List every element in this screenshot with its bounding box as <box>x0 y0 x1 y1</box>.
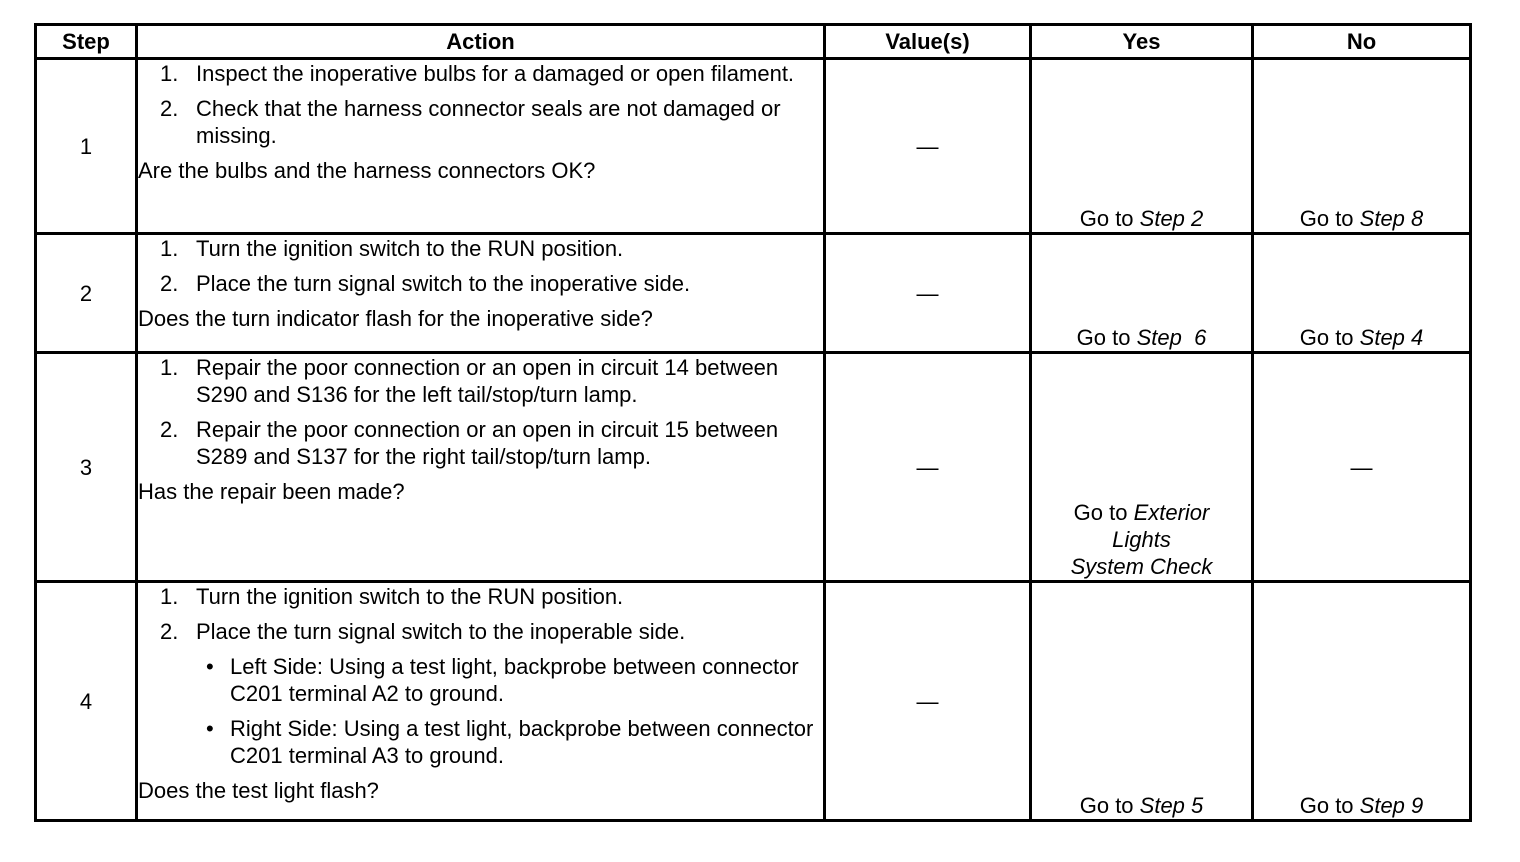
action-list <box>138 583 823 769</box>
value-cell: — <box>825 234 1031 353</box>
no-cell <box>1253 234 1471 353</box>
item-number: 2. <box>160 417 179 442</box>
yes-target-link[interactable]: Step 6 <box>1136 325 1207 350</box>
yes-prefix: Go to <box>1079 206 1140 231</box>
item-text: Repair the poor connection or an open in circuit 14 between S290 and S136 for the left tail/stop/turn lamp. <box>196 355 779 407</box>
item-number: 2. <box>160 619 179 644</box>
yes-target-link[interactable]: Lights <box>1112 527 1171 552</box>
yes-target-link[interactable]: Step 5 <box>1139 793 1204 818</box>
bullet-item <box>196 715 823 769</box>
yes-prefix: Go to <box>1073 500 1134 525</box>
value-cell: — <box>825 59 1031 234</box>
item-number: 1. <box>160 355 179 380</box>
action-item <box>138 95 823 149</box>
bullet-list <box>196 653 823 769</box>
action-item <box>138 354 823 408</box>
no-target-link[interactable]: Step 4 <box>1359 325 1424 350</box>
yes-prefix: Go to <box>1076 325 1137 350</box>
action-cell <box>137 353 825 582</box>
step-number: 3 <box>36 353 137 582</box>
item-number: 1. <box>160 236 179 261</box>
yes-cell <box>1031 234 1253 353</box>
step-number: 4 <box>36 582 137 821</box>
item-number: 1. <box>160 61 179 86</box>
yes-cell <box>1031 353 1253 582</box>
item-text: Repair the poor connection or an open in circuit 15 between S289 and S137 for the right tail/stop/turn lamp. <box>196 417 779 469</box>
no-target-link[interactable]: Step 8 <box>1359 206 1424 231</box>
item-text: Place the turn signal switch to the inoperative side. <box>196 271 691 296</box>
yes-prefix: Go to <box>1079 793 1140 818</box>
action-cell <box>137 582 825 821</box>
no-prefix: Go to <box>1299 206 1360 231</box>
header-row <box>36 25 1471 59</box>
item-number: 2. <box>160 271 179 296</box>
action-list <box>138 235 823 297</box>
action-cell <box>137 234 825 353</box>
action-item <box>138 235 823 262</box>
item-text: Turn the ignition switch to the RUN position. <box>196 236 624 261</box>
table-row-step-2 <box>36 234 1471 353</box>
bullet-item <box>196 653 823 707</box>
header-step: Step <box>36 25 137 59</box>
action-question: Does the turn indicator flash for the inoperative side? <box>138 306 653 331</box>
no-prefix: Go to <box>1299 793 1360 818</box>
header-yes: Yes <box>1031 25 1253 59</box>
step-number: 1 <box>36 59 137 234</box>
yes-cell <box>1031 59 1253 234</box>
yes-target-link[interactable]: Step 2 <box>1139 206 1204 231</box>
no-cell <box>1253 582 1471 821</box>
action-item <box>138 270 823 297</box>
table-row-step-4 <box>36 582 1471 821</box>
item-number: 2. <box>160 96 179 121</box>
action-question: Has the repair been made? <box>138 479 405 504</box>
value-cell: — <box>825 582 1031 821</box>
bullet-glyph: • <box>206 716 214 741</box>
item-text: Place the turn signal switch to the inoperable side. <box>196 619 686 644</box>
action-question: Are the bulbs and the harness connectors OK? <box>138 158 596 183</box>
action-cell <box>137 59 825 234</box>
no-prefix: Go to <box>1299 325 1360 350</box>
action-list <box>138 60 823 149</box>
no-cell: — <box>1253 353 1471 582</box>
yes-target-link[interactable]: System Check <box>1070 554 1213 579</box>
table-row-step-1 <box>36 59 1471 234</box>
item-number: 1. <box>160 584 179 609</box>
header-values: Value(s) <box>825 25 1031 59</box>
diagnostic-table <box>34 23 1472 822</box>
bullet-glyph: • <box>206 654 214 679</box>
yes-cell <box>1031 582 1253 821</box>
action-item <box>138 583 823 610</box>
step-number: 2 <box>36 234 137 353</box>
no-cell <box>1253 59 1471 234</box>
value-cell: — <box>825 353 1031 582</box>
yes-target-link[interactable]: Exterior <box>1133 500 1210 525</box>
item-text: Check that the harness connector seals are not damaged or missing. <box>196 96 781 148</box>
action-question: Does the test light flash? <box>138 778 379 803</box>
table-row-step-3 <box>36 353 1471 582</box>
bullet-text: Left Side: Using a test light, backprobe between connector C201 terminal A2 to ground. <box>230 654 799 706</box>
action-item <box>138 618 823 769</box>
item-text: Turn the ignition switch to the RUN position. <box>196 584 624 609</box>
header-action: Action <box>137 25 825 59</box>
header-no: No <box>1253 25 1471 59</box>
action-item <box>138 416 823 470</box>
item-text: Inspect the inoperative bulbs for a damaged or open filament. <box>196 61 795 86</box>
action-list <box>138 354 823 470</box>
no-target-link[interactable]: Step 9 <box>1359 793 1424 818</box>
bullet-text: Right Side: Using a test light, backprobe between connector C201 terminal A3 to ground. <box>230 716 814 768</box>
action-item <box>138 60 823 87</box>
